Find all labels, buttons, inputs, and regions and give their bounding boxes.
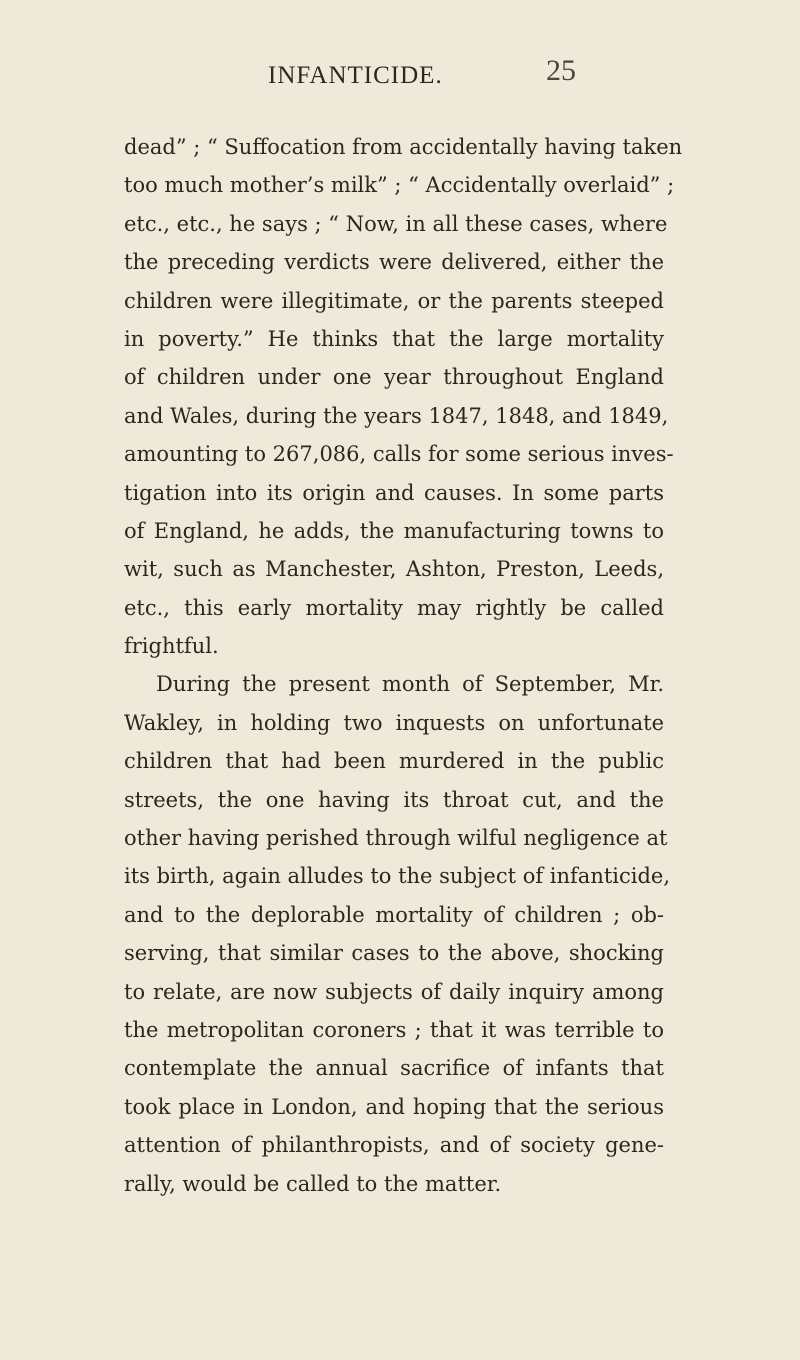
body-text: [124, 128, 683, 1203]
text-line: in poverty.” He thinks that the large mortality: [124, 326, 664, 351]
text-line: its birth, again alludes to the subject of infanticide,: [124, 864, 671, 889]
text-line: Wakley, in holding two inquests on unfortunate: [124, 710, 664, 735]
text-line: to relate, are now subjects of daily inquiry among: [124, 979, 664, 1004]
text-line: etc., this early mortality may rightly be called: [124, 595, 664, 620]
text-line: streets, the one having its throat cut, and the: [124, 787, 664, 812]
text-line: and to the deplorable mortality of children ; ob-: [124, 902, 664, 927]
paragraph-first-line: During the present month of September, Mr.: [156, 672, 664, 697]
text-line: contemplate the annual sacrifice of infants that: [124, 1056, 664, 1081]
text-line: wit, such as Manchester, Ashton, Preston, Leeds,: [124, 557, 664, 582]
text-line: too much mother’s milk” ; “ Accidentally overlaid” ;: [124, 173, 675, 198]
text-line: of children under one year throughout England: [124, 365, 664, 390]
page-header: [0, 54, 800, 98]
text-line: amounting to 267,086, calls for some serious inves-: [124, 442, 674, 467]
text-line: the preceding verdicts were delivered, either the: [124, 250, 664, 275]
page-number: 25: [546, 54, 576, 87]
text-line: tigation into its origin and causes. In some parts: [124, 480, 664, 505]
text-line: of England, he adds, the manufacturing towns to: [124, 518, 664, 543]
text-line: attention of philanthropists, and of society gene-: [124, 1133, 664, 1158]
text-line: the metropolitan coroners ; that it was terrible to: [124, 1017, 664, 1042]
text-line: and Wales, during the years 1847, 1848, and 1849,: [124, 403, 669, 428]
text-line: dead” ; “ Suffocation from accidentally having taken: [124, 135, 683, 159]
text-line: took place in London, and hoping that the serious: [124, 1094, 664, 1119]
paragraph-last-line: rally, would be called to the matter.: [124, 1171, 502, 1196]
text-line: other having perished through wilful negligence at: [124, 826, 668, 851]
text-line: etc., etc., he says ; “ Now, in all these cases, where: [124, 211, 668, 236]
text-line: children were illegitimate, or the parents steeped: [124, 288, 664, 313]
text-line: serving, that similar cases to the above, shocking: [124, 941, 664, 966]
running-title: INFANTICIDE.: [268, 62, 443, 89]
paragraph-last-line: frightful.: [124, 634, 219, 659]
text-line: children that had been murdered in the public: [124, 749, 664, 774]
